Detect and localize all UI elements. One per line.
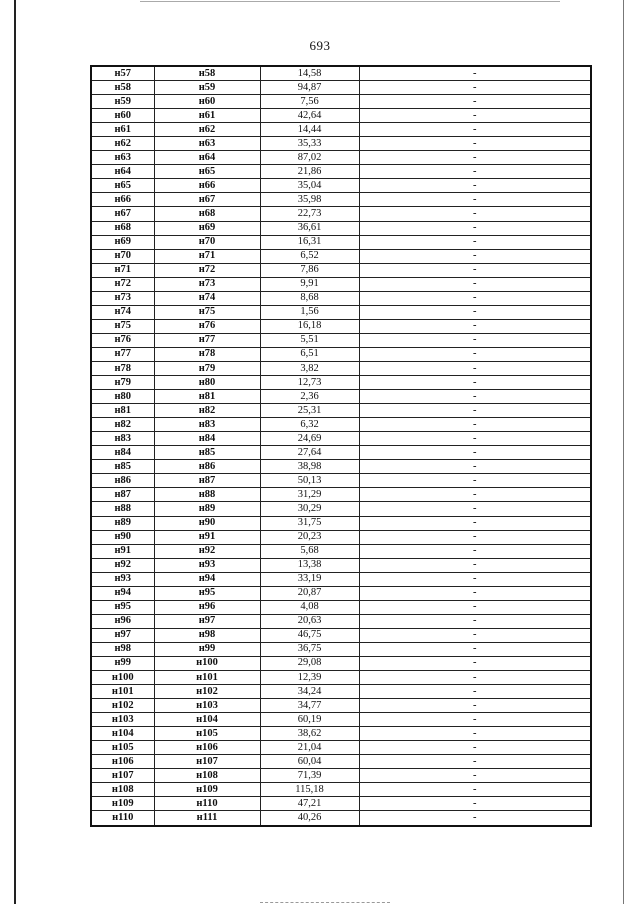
top-rule bbox=[140, 1, 560, 2]
table-row bbox=[91, 572, 591, 586]
note-cell: - bbox=[359, 685, 591, 699]
distance-cell: 3,82 bbox=[260, 361, 359, 375]
distance-cell: 60,04 bbox=[260, 755, 359, 769]
note-cell: - bbox=[359, 151, 591, 165]
note-cell: - bbox=[359, 263, 591, 277]
note-cell: - bbox=[359, 811, 591, 826]
table-row bbox=[91, 614, 591, 628]
note-cell: - bbox=[359, 628, 591, 642]
from-point-cell: н101 bbox=[91, 685, 154, 699]
from-point-cell: н87 bbox=[91, 488, 154, 502]
table-row bbox=[91, 263, 591, 277]
from-point-cell: н83 bbox=[91, 432, 154, 446]
distance-cell: 87,02 bbox=[260, 151, 359, 165]
distance-cell: 9,91 bbox=[260, 277, 359, 291]
note-cell: - bbox=[359, 544, 591, 558]
to-point-cell: н76 bbox=[154, 319, 260, 333]
to-point-cell: н88 bbox=[154, 488, 260, 502]
to-point-cell: н103 bbox=[154, 699, 260, 713]
note-cell: - bbox=[359, 656, 591, 670]
from-point-cell: н79 bbox=[91, 376, 154, 390]
distance-cell: 25,31 bbox=[260, 404, 359, 418]
to-point-cell: н106 bbox=[154, 741, 260, 755]
note-cell: - bbox=[359, 109, 591, 123]
to-point-cell: н107 bbox=[154, 755, 260, 769]
to-point-cell: н90 bbox=[154, 516, 260, 530]
distance-cell: 7,86 bbox=[260, 263, 359, 277]
to-point-cell: н84 bbox=[154, 432, 260, 446]
from-point-cell: н73 bbox=[91, 291, 154, 305]
distance-cell: 36,61 bbox=[260, 221, 359, 235]
from-point-cell: н84 bbox=[91, 446, 154, 460]
to-point-cell: н95 bbox=[154, 586, 260, 600]
from-point-cell: н81 bbox=[91, 404, 154, 418]
note-cell: - bbox=[359, 727, 591, 741]
note-cell: - bbox=[359, 713, 591, 727]
to-point-cell: н61 bbox=[154, 109, 260, 123]
from-point-cell: н66 bbox=[91, 193, 154, 207]
from-point-cell: н61 bbox=[91, 123, 154, 137]
distance-cell: 8,68 bbox=[260, 291, 359, 305]
distance-cell: 12,39 bbox=[260, 671, 359, 685]
distance-cell: 16,18 bbox=[260, 319, 359, 333]
to-point-cell: н59 bbox=[154, 81, 260, 95]
from-point-cell: н89 bbox=[91, 516, 154, 530]
from-point-cell: н72 bbox=[91, 277, 154, 291]
from-point-cell: н77 bbox=[91, 347, 154, 361]
table-row bbox=[91, 333, 591, 347]
distance-cell: 115,18 bbox=[260, 783, 359, 797]
distance-cell: 2,36 bbox=[260, 390, 359, 404]
table-row bbox=[91, 544, 591, 558]
distance-cell: 60,19 bbox=[260, 713, 359, 727]
table-row bbox=[91, 277, 591, 291]
from-point-cell: н108 bbox=[91, 783, 154, 797]
page-number: 693 bbox=[309, 38, 331, 53]
distance-cell: 42,64 bbox=[260, 109, 359, 123]
note-cell: - bbox=[359, 165, 591, 179]
table-row bbox=[91, 418, 591, 432]
from-point-cell: н75 bbox=[91, 319, 154, 333]
note-cell: - bbox=[359, 207, 591, 221]
to-point-cell: н86 bbox=[154, 460, 260, 474]
to-point-cell: н97 bbox=[154, 614, 260, 628]
from-point-cell: н85 bbox=[91, 460, 154, 474]
distance-cell: 50,13 bbox=[260, 474, 359, 488]
table-row bbox=[91, 628, 591, 642]
table-row bbox=[91, 347, 591, 361]
from-point-cell: н103 bbox=[91, 713, 154, 727]
distance-cell: 38,98 bbox=[260, 460, 359, 474]
from-point-cell: н96 bbox=[91, 614, 154, 628]
distance-cell: 71,39 bbox=[260, 769, 359, 783]
from-point-cell: н71 bbox=[91, 263, 154, 277]
from-point-cell: н80 bbox=[91, 390, 154, 404]
from-point-cell: н98 bbox=[91, 642, 154, 656]
table-row bbox=[91, 235, 591, 249]
from-point-cell: н70 bbox=[91, 249, 154, 263]
distance-cell: 20,23 bbox=[260, 530, 359, 544]
distance-cell: 6,52 bbox=[260, 249, 359, 263]
table-row bbox=[91, 516, 591, 530]
table-row bbox=[91, 671, 591, 685]
distance-cell: 40,26 bbox=[260, 811, 359, 826]
note-cell: - bbox=[359, 376, 591, 390]
table-row bbox=[91, 376, 591, 390]
from-point-cell: н110 bbox=[91, 811, 154, 826]
note-cell: - bbox=[359, 305, 591, 319]
to-point-cell: н85 bbox=[154, 446, 260, 460]
distance-cell: 34,24 bbox=[260, 685, 359, 699]
distance-cell: 13,38 bbox=[260, 558, 359, 572]
note-cell: - bbox=[359, 530, 591, 544]
to-point-cell: н63 bbox=[154, 137, 260, 151]
to-point-cell: н75 bbox=[154, 305, 260, 319]
table-row bbox=[91, 727, 591, 741]
distance-cell: 20,87 bbox=[260, 586, 359, 600]
note-cell: - bbox=[359, 95, 591, 109]
table-row bbox=[91, 460, 591, 474]
to-point-cell: н87 bbox=[154, 474, 260, 488]
note-cell: - bbox=[359, 755, 591, 769]
from-point-cell: н69 bbox=[91, 235, 154, 249]
from-point-cell: н106 bbox=[91, 755, 154, 769]
from-point-cell: н78 bbox=[91, 361, 154, 375]
distance-cell: 7,56 bbox=[260, 95, 359, 109]
to-point-cell: н71 bbox=[154, 249, 260, 263]
distance-cell: 30,29 bbox=[260, 502, 359, 516]
distance-cell: 4,08 bbox=[260, 600, 359, 614]
to-point-cell: н102 bbox=[154, 685, 260, 699]
table-row bbox=[91, 179, 591, 193]
table-row bbox=[91, 685, 591, 699]
table-row bbox=[91, 558, 591, 572]
from-point-cell: н90 bbox=[91, 530, 154, 544]
table-row bbox=[91, 193, 591, 207]
from-point-cell: н67 bbox=[91, 207, 154, 221]
distance-cell: 1,56 bbox=[260, 305, 359, 319]
from-point-cell: н64 bbox=[91, 165, 154, 179]
note-cell: - bbox=[359, 221, 591, 235]
distance-cell: 31,29 bbox=[260, 488, 359, 502]
note-cell: - bbox=[359, 558, 591, 572]
table-row bbox=[91, 474, 591, 488]
table-row bbox=[91, 755, 591, 769]
distance-cell: 12,73 bbox=[260, 376, 359, 390]
note-cell: - bbox=[359, 235, 591, 249]
from-point-cell: н74 bbox=[91, 305, 154, 319]
distance-cell: 47,21 bbox=[260, 797, 359, 811]
to-point-cell: н94 bbox=[154, 572, 260, 586]
note-cell: - bbox=[359, 769, 591, 783]
table-row bbox=[91, 600, 591, 614]
distance-cell: 14,58 bbox=[260, 66, 359, 81]
to-point-cell: н110 bbox=[154, 797, 260, 811]
note-cell: - bbox=[359, 642, 591, 656]
distance-cell: 14,44 bbox=[260, 123, 359, 137]
to-point-cell: н73 bbox=[154, 277, 260, 291]
note-cell: - bbox=[359, 390, 591, 404]
to-point-cell: н104 bbox=[154, 713, 260, 727]
distance-cell: 6,32 bbox=[260, 418, 359, 432]
distance-cell: 29,08 bbox=[260, 656, 359, 670]
table-row bbox=[91, 530, 591, 544]
from-point-cell: н94 bbox=[91, 586, 154, 600]
from-point-cell: н58 bbox=[91, 81, 154, 95]
distance-cell: 16,31 bbox=[260, 235, 359, 249]
to-point-cell: н72 bbox=[154, 263, 260, 277]
table-row bbox=[91, 699, 591, 713]
from-point-cell: н68 bbox=[91, 221, 154, 235]
to-point-cell: н101 bbox=[154, 671, 260, 685]
to-point-cell: н62 bbox=[154, 123, 260, 137]
note-cell: - bbox=[359, 502, 591, 516]
to-point-cell: н92 bbox=[154, 544, 260, 558]
table-row bbox=[91, 81, 591, 95]
from-point-cell: н59 bbox=[91, 95, 154, 109]
note-cell: - bbox=[359, 404, 591, 418]
from-point-cell: н82 bbox=[91, 418, 154, 432]
to-point-cell: н69 bbox=[154, 221, 260, 235]
from-point-cell: н88 bbox=[91, 502, 154, 516]
from-point-cell: н76 bbox=[91, 333, 154, 347]
note-cell: - bbox=[359, 418, 591, 432]
note-cell: - bbox=[359, 446, 591, 460]
table-row bbox=[91, 432, 591, 446]
distance-cell: 46,75 bbox=[260, 628, 359, 642]
table-row bbox=[91, 797, 591, 811]
distance-cell: 35,04 bbox=[260, 179, 359, 193]
to-point-cell: н78 bbox=[154, 347, 260, 361]
table-body bbox=[91, 66, 591, 826]
distance-cell: 20,63 bbox=[260, 614, 359, 628]
table-row bbox=[91, 319, 591, 333]
to-point-cell: н65 bbox=[154, 165, 260, 179]
table-row bbox=[91, 165, 591, 179]
note-cell: - bbox=[359, 291, 591, 305]
to-point-cell: н82 bbox=[154, 404, 260, 418]
note-cell: - bbox=[359, 614, 591, 628]
note-cell: - bbox=[359, 783, 591, 797]
note-cell: - bbox=[359, 474, 591, 488]
table-row bbox=[91, 137, 591, 151]
note-cell: - bbox=[359, 123, 591, 137]
from-point-cell: н65 bbox=[91, 179, 154, 193]
note-cell: - bbox=[359, 741, 591, 755]
to-point-cell: н60 bbox=[154, 95, 260, 109]
table-row bbox=[91, 713, 591, 727]
note-cell: - bbox=[359, 488, 591, 502]
distance-cell: 34,77 bbox=[260, 699, 359, 713]
from-point-cell: н109 bbox=[91, 797, 154, 811]
distance-cell: 27,64 bbox=[260, 446, 359, 460]
boundary-points-table bbox=[90, 65, 592, 827]
distance-cell: 94,87 bbox=[260, 81, 359, 95]
to-point-cell: н81 bbox=[154, 390, 260, 404]
to-point-cell: н89 bbox=[154, 502, 260, 516]
to-point-cell: н79 bbox=[154, 361, 260, 375]
note-cell: - bbox=[359, 797, 591, 811]
to-point-cell: н99 bbox=[154, 642, 260, 656]
table-row bbox=[91, 390, 591, 404]
to-point-cell: н83 bbox=[154, 418, 260, 432]
distance-cell: 21,04 bbox=[260, 741, 359, 755]
from-point-cell: н60 bbox=[91, 109, 154, 123]
from-point-cell: н57 bbox=[91, 66, 154, 81]
table-row bbox=[91, 488, 591, 502]
note-cell: - bbox=[359, 572, 591, 586]
table-row bbox=[91, 123, 591, 137]
from-point-cell: н100 bbox=[91, 671, 154, 685]
note-cell: - bbox=[359, 699, 591, 713]
from-point-cell: н102 bbox=[91, 699, 154, 713]
note-cell: - bbox=[359, 347, 591, 361]
table-row bbox=[91, 151, 591, 165]
distance-cell: 38,62 bbox=[260, 727, 359, 741]
from-point-cell: н99 bbox=[91, 656, 154, 670]
note-cell: - bbox=[359, 361, 591, 375]
from-point-cell: н91 bbox=[91, 544, 154, 558]
from-point-cell: н93 bbox=[91, 572, 154, 586]
to-point-cell: н109 bbox=[154, 783, 260, 797]
note-cell: - bbox=[359, 671, 591, 685]
table-row bbox=[91, 502, 591, 516]
distance-cell: 35,98 bbox=[260, 193, 359, 207]
from-point-cell: н97 bbox=[91, 628, 154, 642]
from-point-cell: н92 bbox=[91, 558, 154, 572]
note-cell: - bbox=[359, 249, 591, 263]
table-row bbox=[91, 404, 591, 418]
table-row bbox=[91, 305, 591, 319]
bottom-rule bbox=[260, 902, 390, 903]
to-point-cell: н105 bbox=[154, 727, 260, 741]
to-point-cell: н74 bbox=[154, 291, 260, 305]
to-point-cell: н93 bbox=[154, 558, 260, 572]
table-row bbox=[91, 249, 591, 263]
table-row bbox=[91, 783, 591, 797]
note-cell: - bbox=[359, 137, 591, 151]
note-cell: - bbox=[359, 432, 591, 446]
distance-cell: 22,73 bbox=[260, 207, 359, 221]
table-row bbox=[91, 769, 591, 783]
note-cell: - bbox=[359, 586, 591, 600]
to-point-cell: н77 bbox=[154, 333, 260, 347]
note-cell: - bbox=[359, 516, 591, 530]
table-row bbox=[91, 291, 591, 305]
table-row bbox=[91, 95, 591, 109]
table-row bbox=[91, 361, 591, 375]
note-cell: - bbox=[359, 460, 591, 474]
to-point-cell: н58 bbox=[154, 66, 260, 81]
distance-cell: 24,69 bbox=[260, 432, 359, 446]
table-row bbox=[91, 741, 591, 755]
from-point-cell: н86 bbox=[91, 474, 154, 488]
distance-cell: 33,19 bbox=[260, 572, 359, 586]
table-row bbox=[91, 66, 591, 81]
from-point-cell: н105 bbox=[91, 741, 154, 755]
note-cell: - bbox=[359, 319, 591, 333]
table-row bbox=[91, 656, 591, 670]
table-row bbox=[91, 586, 591, 600]
note-cell: - bbox=[359, 66, 591, 81]
table-row bbox=[91, 221, 591, 235]
to-point-cell: н108 bbox=[154, 769, 260, 783]
distance-cell: 5,68 bbox=[260, 544, 359, 558]
to-point-cell: н66 bbox=[154, 179, 260, 193]
to-point-cell: н70 bbox=[154, 235, 260, 249]
to-point-cell: н98 bbox=[154, 628, 260, 642]
distance-cell: 35,33 bbox=[260, 137, 359, 151]
table-row bbox=[91, 207, 591, 221]
note-cell: - bbox=[359, 277, 591, 291]
distance-cell: 21,86 bbox=[260, 165, 359, 179]
to-point-cell: н91 bbox=[154, 530, 260, 544]
to-point-cell: н67 bbox=[154, 193, 260, 207]
table-row bbox=[91, 811, 591, 826]
table-row bbox=[91, 642, 591, 656]
note-cell: - bbox=[359, 179, 591, 193]
distance-cell: 5,51 bbox=[260, 333, 359, 347]
to-point-cell: н111 bbox=[154, 811, 260, 826]
from-point-cell: н107 bbox=[91, 769, 154, 783]
to-point-cell: н64 bbox=[154, 151, 260, 165]
from-point-cell: н95 bbox=[91, 600, 154, 614]
note-cell: - bbox=[359, 333, 591, 347]
note-cell: - bbox=[359, 81, 591, 95]
note-cell: - bbox=[359, 600, 591, 614]
from-point-cell: н104 bbox=[91, 727, 154, 741]
table-row bbox=[91, 446, 591, 460]
distance-cell: 36,75 bbox=[260, 642, 359, 656]
to-point-cell: н100 bbox=[154, 656, 260, 670]
to-point-cell: н68 bbox=[154, 207, 260, 221]
to-point-cell: н96 bbox=[154, 600, 260, 614]
table-row bbox=[91, 109, 591, 123]
to-point-cell: н80 bbox=[154, 376, 260, 390]
distance-cell: 6,51 bbox=[260, 347, 359, 361]
distance-cell: 31,75 bbox=[260, 516, 359, 530]
from-point-cell: н63 bbox=[91, 151, 154, 165]
note-cell: - bbox=[359, 193, 591, 207]
from-point-cell: н62 bbox=[91, 137, 154, 151]
